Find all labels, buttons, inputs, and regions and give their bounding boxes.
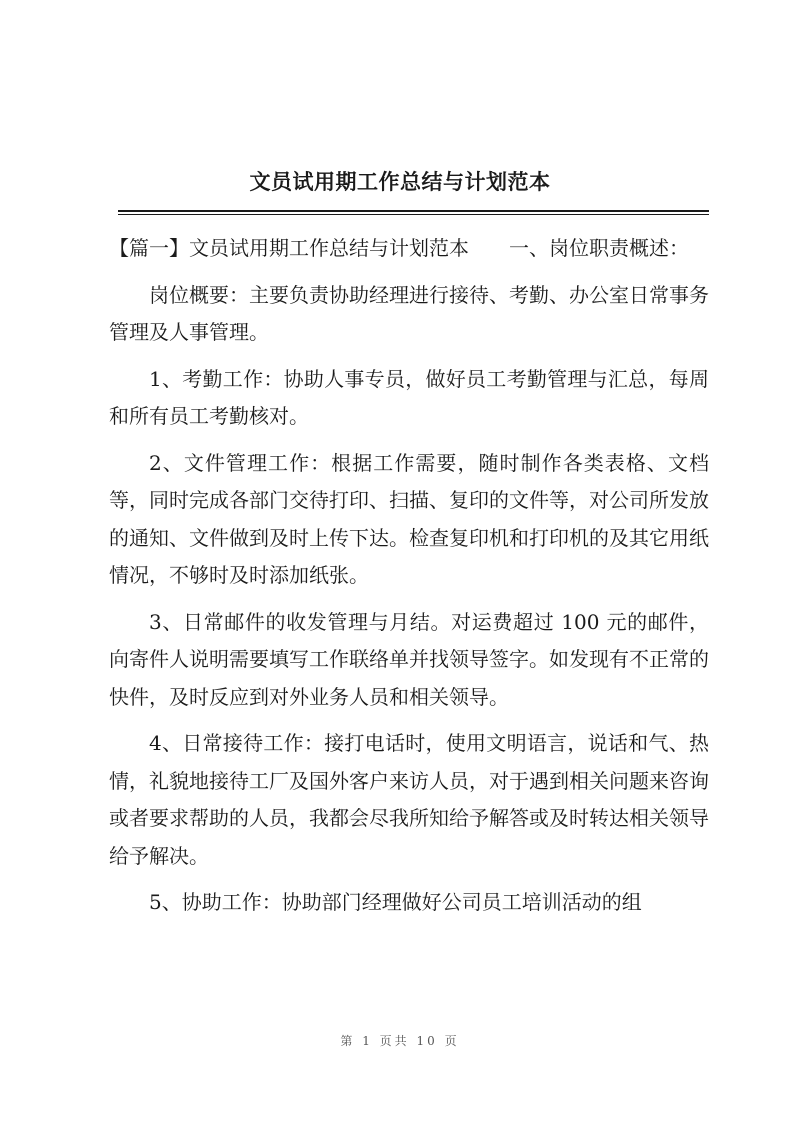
document-title: 文员试用期工作总结与计划范本 [249, 170, 551, 194]
body-paragraph: 4、日常接待工作：接打电话时，使用文明语言，说话和气、热情，礼貌地接待工厂及国外客户来访人员，对于遇到相关问题来咨询或者要求帮助的人员，我都会尽我所知给予解答或及时转达相关领导给予解决。 [109, 731, 709, 868]
body-paragraph: 3、日常邮件的收发管理与月结。对运费超过 100 元的邮件，向寄件人说明需要填写工作联络单并找领导签字。如发现有不正常的快件，及时反应到对外业务人员和相关领导。 [109, 609, 709, 709]
page-number-footer: 第 1 页共 10 页 [340, 1034, 460, 1048]
section-heading-paragraph: 【篇一】文员试用期工作总结与计划范本 一、岗位职责概述： [109, 236, 689, 260]
title-divider-thin [118, 214, 709, 215]
title-divider-thick [118, 210, 709, 212]
body-paragraph: 1、考勤工作：协助人事专员，做好员工考勤管理与汇总，每周和所有员工考勤核对。 [109, 366, 709, 428]
body-paragraph: 2、文件管理工作：根据工作需要，随时制作各类表格、文档等，同时完成各部门交待打印、扫描、复印的文件等，对公司所发放的通知、文件做到及时上传下达。检查复印机和打印机的及其它用纸情况，不够时及时添加纸张。 [109, 450, 709, 587]
body-paragraph: 岗位概要：主要负责协助经理进行接待、考勤、办公室日常事务管理及人事管理。 [109, 282, 709, 344]
body-paragraph: 5、协助工作：协助部门经理做好公司员工培训活动的组 [149, 890, 642, 914]
document-body [109, 230, 709, 931]
